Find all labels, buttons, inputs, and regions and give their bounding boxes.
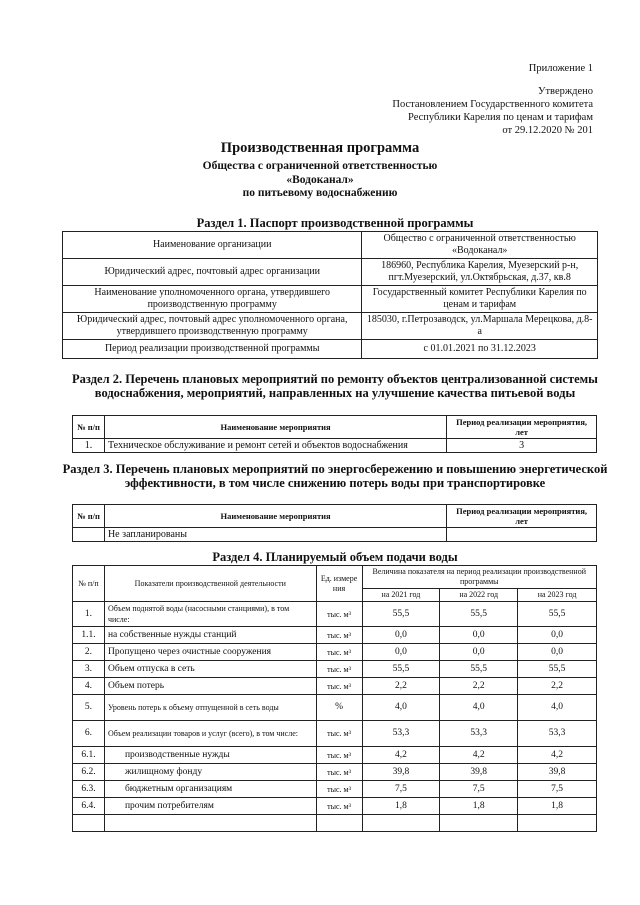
table-cell: 7,5 [362, 781, 440, 798]
passport-table [62, 231, 598, 359]
table-cell: 4,2 [362, 747, 440, 764]
table-cell: 0,0 [440, 627, 518, 644]
table-cell: 1,8 [518, 798, 597, 815]
col-unit-header: Ед. измере ния [316, 566, 362, 602]
table-cell: 4,0 [518, 695, 597, 721]
table-cell: Период реализации производственной программы [63, 340, 362, 359]
year-header: на 2021 год [362, 589, 440, 602]
table-cell: Общество с ограниченной ответственностью «Водоканал» [362, 232, 598, 259]
table-row [73, 528, 597, 542]
approved-label: Утверждено [538, 86, 593, 97]
table-cell [73, 815, 105, 832]
table-row [63, 313, 598, 340]
table-cell: тыс. м³ [316, 644, 362, 661]
table-cell: 1. [73, 439, 105, 453]
table-cell [447, 528, 597, 542]
table-cell: тыс. м³ [316, 627, 362, 644]
table-cell: Не запланированы [104, 528, 446, 542]
table-cell: 6.3. [73, 781, 105, 798]
table-cell: 3. [73, 661, 105, 678]
water-supply-table [72, 565, 597, 832]
table-cell: 0,0 [362, 627, 440, 644]
table-cell: 4,2 [518, 747, 597, 764]
table-cell: тыс. м³ [316, 721, 362, 747]
table-cell: Юридический адрес, почтовый адрес уполномоченного органа, утвердившего производственную программу [63, 313, 362, 340]
table-cell: 55,5 [362, 602, 440, 627]
table-row [73, 781, 597, 798]
table-row [73, 644, 597, 661]
table-cell: 55,5 [440, 661, 518, 678]
table-cell [362, 815, 440, 832]
table-cell: тыс. м³ [316, 781, 362, 798]
approval-line-3: от 29.12.2020 № 201 [502, 125, 593, 136]
table-cell: прочим потребителям [104, 798, 316, 815]
table-cell: 53,3 [518, 721, 597, 747]
energy-measures-table [72, 504, 597, 542]
section-2-heading: Раздел 2. Перечень плановых мероприятий по ремонту объектов централизованной системы водоснабжения, мероприятий, направленных на улучшение качества питьевой воды [72, 372, 598, 400]
table-cell: 2,2 [440, 678, 518, 695]
table-cell [518, 815, 597, 832]
table-row [63, 232, 598, 259]
table-row [73, 721, 597, 747]
section-1-heading: Раздел 1. Паспорт производственной программы [196, 216, 474, 230]
table-row [73, 661, 597, 678]
repair-measures-table [72, 415, 597, 453]
approval-block [392, 62, 593, 137]
program-title: Производственная программа [220, 140, 420, 156]
table-cell: 1.1. [73, 627, 105, 644]
table-cell: тыс. м³ [316, 678, 362, 695]
table-cell: Государственный комитет Республики Карелия по ценам и тарифам [362, 286, 598, 313]
table-cell: 4. [73, 678, 105, 695]
table-cell: 7,5 [518, 781, 597, 798]
table-row [73, 747, 597, 764]
table-cell: 6.2. [73, 764, 105, 781]
table-cell: 7,5 [440, 781, 518, 798]
table-cell: 186960, Республика Карелия, Муезерский р-н, пгт.Муезерский, ул.Октябрьская, д.37, кв.8 [362, 259, 598, 286]
table-row [73, 764, 597, 781]
table-cell: Объем отпуска в сеть [104, 661, 316, 678]
table-cell: тыс. м³ [316, 661, 362, 678]
col-period-header: Период реализации мероприятия, лет [447, 505, 597, 528]
table-row [73, 798, 597, 815]
table-cell: 2,2 [362, 678, 440, 695]
table-cell: с 01.01.2021 по 31.12.2023 [362, 340, 598, 359]
col-name-header: Наименование мероприятия [104, 416, 446, 439]
table-cell [316, 815, 362, 832]
approval-line-1: Постановлением Государственного комитета [392, 99, 593, 110]
table-cell: 0,0 [362, 644, 440, 661]
table-cell: 55,5 [518, 602, 597, 627]
table-cell: на собственные нужды станций [104, 627, 316, 644]
table-cell: 39,8 [518, 764, 597, 781]
col-num-header: № п/п [73, 416, 105, 439]
org-line-3: по питьевому водоснабжению [242, 187, 398, 199]
table-cell: 3 [447, 439, 597, 453]
table-header-row [73, 566, 597, 589]
table-cell: Объем потерь [104, 678, 316, 695]
table-row [73, 815, 597, 832]
table-cell: бюджетным организациям [104, 781, 316, 798]
table-cell: производственные нужды [104, 747, 316, 764]
table-cell: 1. [73, 602, 105, 627]
table-cell: Уровень потерь к объему отпущенной в сеть воды [104, 695, 316, 721]
table-cell: Техническое обслуживание и ремонт сетей и объектов водоснабжения [104, 439, 446, 453]
org-line-2: «Водоканал» [286, 173, 354, 186]
approval-line-2: Республики Карелия по ценам и тарифам [408, 112, 593, 123]
table-cell: Наименование уполномоченного органа, утвердившего производственную программу [63, 286, 362, 313]
col-group-header: Величина показателя на период реализации производственной программы [362, 566, 596, 589]
table-row [73, 627, 597, 644]
program-subtitle [0, 160, 640, 201]
table-cell: Пропущено через очистные сооружения [104, 644, 316, 661]
table-cell: тыс. м³ [316, 602, 362, 627]
year-header: на 2022 год [440, 589, 518, 602]
table-cell: 6. [73, 721, 105, 747]
table-cell: 6.1. [73, 747, 105, 764]
table-cell: 55,5 [518, 661, 597, 678]
table-cell: 0,0 [518, 627, 597, 644]
table-row [73, 439, 597, 453]
table-cell: % [316, 695, 362, 721]
table-header-row [73, 505, 597, 528]
table-cell: Юридический адрес, почтовый адрес организации [63, 259, 362, 286]
col-name-header: Наименование мероприятия [104, 505, 446, 528]
table-cell: 4,2 [440, 747, 518, 764]
table-row [73, 602, 597, 627]
table-cell: 0,0 [518, 644, 597, 661]
table-cell: 185030, г.Петрозаводск, ул.Маршала Мерецкова, д.8-а [362, 313, 598, 340]
table-cell: 55,5 [440, 602, 518, 627]
section-3-heading: Раздел 3. Перечень плановых мероприятий по энергосбережению и повышению энергетической эффективности, в том числе снижению потерь воды при транспортировке [62, 462, 608, 490]
table-cell: 6.4. [73, 798, 105, 815]
table-cell: Наименование организации [63, 232, 362, 259]
table-cell: 5. [73, 695, 105, 721]
appendix-label: Приложение 1 [528, 63, 593, 74]
table-row [63, 286, 598, 313]
year-header: на 2023 год [518, 589, 597, 602]
col-period-header: Период реализации мероприятия, лет [447, 416, 597, 439]
col-num-header: № п/п [73, 505, 105, 528]
col-num-header: № п/п [73, 566, 105, 602]
table-cell: 53,3 [440, 721, 518, 747]
table-cell: жилищному фонду [104, 764, 316, 781]
table-cell: 1,8 [440, 798, 518, 815]
org-line-1: Общества с ограниченной ответственностью [202, 160, 438, 172]
table-header-row [73, 416, 597, 439]
table-cell: тыс. м³ [316, 747, 362, 764]
table-cell: 55,5 [362, 661, 440, 678]
table-cell: Объем реализации товаров и услуг (всего), в том числе: [104, 721, 316, 747]
table-cell: 2,2 [518, 678, 597, 695]
table-row [63, 259, 598, 286]
col-name-header: Показатели производственной деятельности [104, 566, 316, 602]
table-cell [104, 815, 316, 832]
table-cell: 53,3 [362, 721, 440, 747]
table-cell: 2. [73, 644, 105, 661]
table-row [73, 695, 597, 721]
section-4-heading: Раздел 4. Планируемый объем подачи воды [212, 550, 458, 564]
table-cell [440, 815, 518, 832]
table-row [63, 340, 598, 359]
table-row [73, 678, 597, 695]
table-cell: 39,8 [440, 764, 518, 781]
table-cell: 1,8 [362, 798, 440, 815]
table-cell: 4,0 [362, 695, 440, 721]
table-cell: 4,0 [440, 695, 518, 721]
table-cell: 39,8 [362, 764, 440, 781]
table-cell: тыс. м³ [316, 764, 362, 781]
table-cell: тыс. м³ [316, 798, 362, 815]
table-cell: Объем поднятой воды (насосными станциями), в том числе: [104, 602, 316, 627]
table-cell [73, 528, 105, 542]
table-cell: 0,0 [440, 644, 518, 661]
